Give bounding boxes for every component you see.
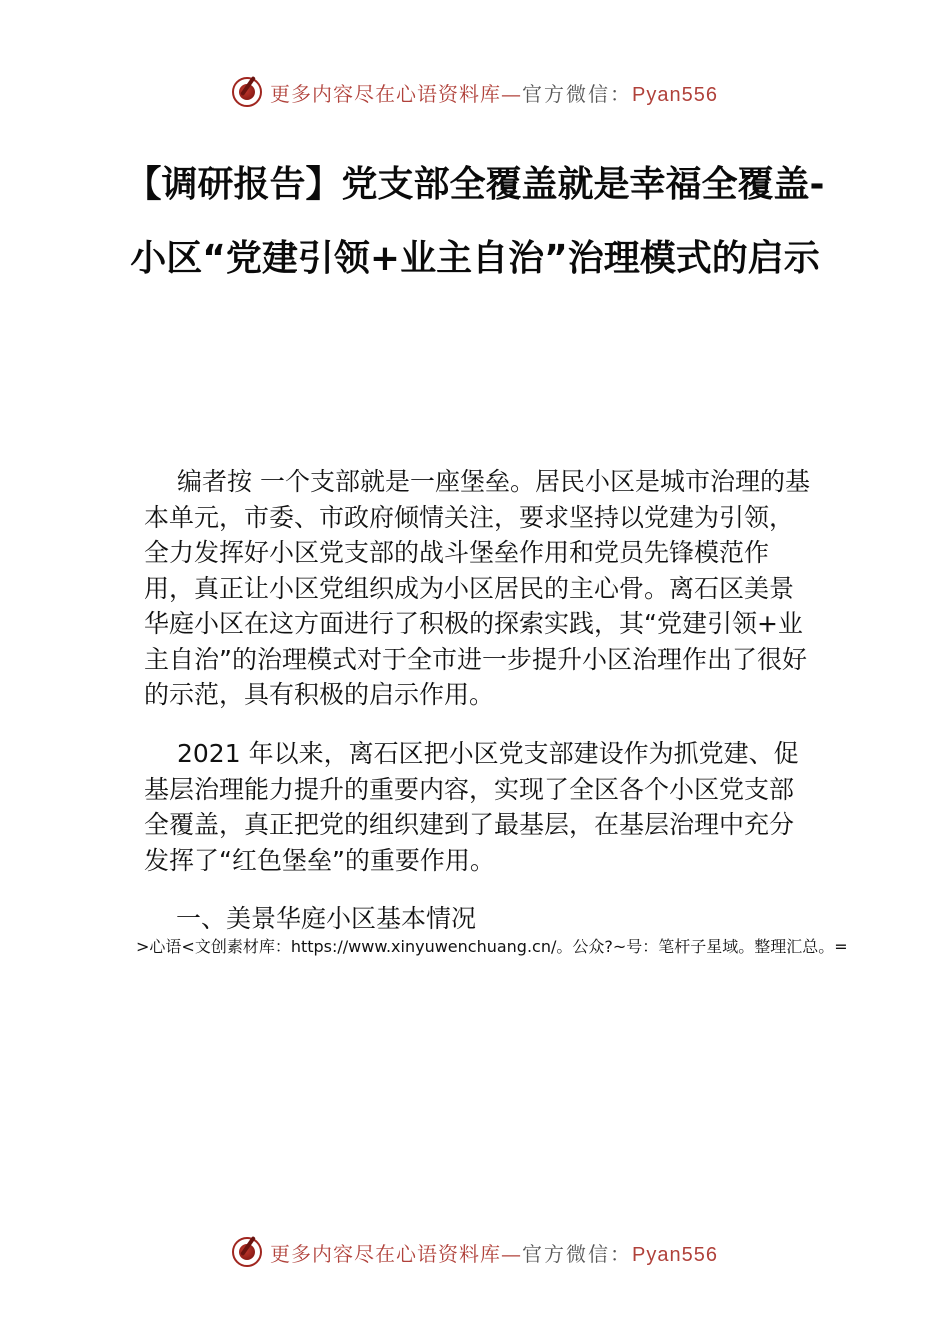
wechat-id: Pyan556 (632, 1243, 718, 1266)
document-title: 【调研报告】党支部全覆盖就是幸福全覆盖-小区“党建引领+业主自治”治理模式的启示 (125, 164, 825, 279)
library-logo-icon (232, 1237, 262, 1267)
section-heading: 一、美景华庭小区基本情况 (176, 904, 477, 933)
editor-note-paragraph: 编者按 一个支部就是一座堡垒。居民小区是城市治理的基本单元，市委、市政府倾情关注，要求坚持以党建为引领，全力发挥好小区党支部的战斗堡垒作用和党员先锋模范作用，真正让小区党组织成为小区居民的主心骨。离石区美景华庭小区在这方面进行了积极的探索实践，其“党建引领+业主自治”的治理模式对于全市进一步提升小区治理作出了很好的示范，具有积极的启示作用。 (144, 467, 810, 709)
banner-text: 更多内容尽在心语资料库—官方微信：Pyan556 (270, 81, 718, 106)
footer-banner (0, 1230, 950, 1274)
banner-text: 更多内容尽在心语资料库—官方微信：Pyan556 (270, 1241, 718, 1266)
header-banner (0, 70, 950, 114)
library-logo-icon (232, 77, 262, 107)
intro-paragraph: 2021 年以来，离石区把小区党支部建设作为抓党建、促基层治理能力提升的重要内容，实现了全区各个小区党支部全覆盖，真正把党的组织建到了最基层，在基层治理中充分发挥了“红色堡垒”的重要作用。 (144, 739, 799, 875)
wechat-id: Pyan556 (632, 83, 718, 106)
source-note: >心语<文创素材库：https://www.xinyuwenchuang.cn/。公众?~号：笔杆子星域。整理汇总。= (136, 937, 848, 956)
